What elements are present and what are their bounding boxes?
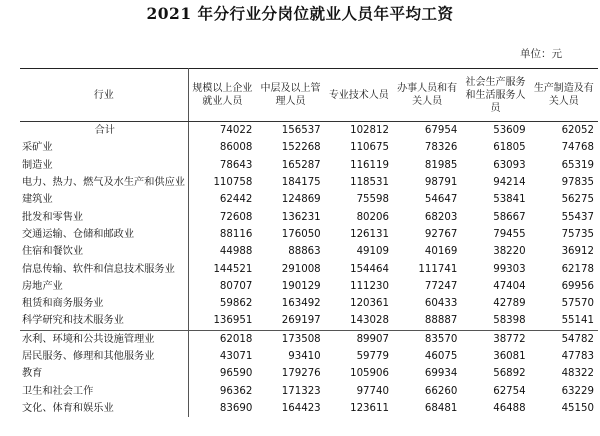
wage-value: 81985 [424,159,458,171]
wage-value: 111230 [350,280,389,292]
table-row [20,122,598,140]
wage-value: 66260 [424,385,458,397]
table-row [20,348,598,365]
table-row [20,208,598,225]
wage-value: 179276 [281,368,321,380]
wage-value: 47404 [493,280,526,292]
wage-value: 45150 [561,402,594,414]
wage-value: 143028 [350,315,389,327]
table-row [20,278,598,295]
wage-value: 97740 [356,385,389,397]
wage-value: 110675 [350,142,389,154]
wage-value: 171323 [281,385,321,397]
wage-value: 123611 [350,402,389,414]
wage-value: 116119 [350,159,389,171]
industry-name: 教育 [20,365,188,382]
wage-value: 69934 [424,368,458,380]
wage-value: 99303 [493,263,526,275]
wage-value: 58398 [493,315,526,327]
wage-value: 88887 [424,315,458,327]
wage-value: 93410 [288,351,321,362]
wage-value: 58667 [493,211,526,223]
wage-value: 163492 [281,298,321,310]
header-row [20,69,598,122]
wage-value: 46488 [493,402,526,414]
wage-value: 88116 [219,228,253,240]
wage-value: 269197 [281,315,321,327]
wage-value: 77247 [424,280,458,292]
industry-name: 居民服务、修理和其他服务业 [20,348,188,365]
industry-name: 制造业 [20,157,188,174]
industry-name: 卫生和社会工作 [20,382,188,399]
industry-name: 水利、环境和公共设施管理业 [20,330,188,348]
wage-value: 62754 [493,385,526,397]
wage-value: 105906 [350,368,389,380]
wage-value: 62178 [561,263,594,275]
table-row [20,330,598,348]
wage-value: 94214 [493,177,526,189]
wage-value: 62442 [219,194,253,206]
wage-value: 154464 [350,263,389,275]
header-col-3: 专业技术人员 [325,69,393,122]
table-row [20,400,598,417]
table-row [20,243,598,260]
wage-value: 190129 [281,280,321,292]
table-row [20,139,598,156]
wage-value: 63093 [493,159,526,171]
wage-value: 56275 [561,194,594,206]
header-col-1: 规模以上企业就业人员 [188,69,256,122]
industry-name: 信息传输、软件和信息技术服务业 [20,260,188,277]
industry-name: 住宿和餐饮业 [20,243,188,260]
wage-value: 56892 [493,368,526,380]
wage-value: 164423 [281,402,321,414]
wage-value: 46075 [424,351,458,362]
wage-value: 55141 [561,315,594,327]
wage-value: 144521 [213,263,253,275]
wage-value: 83570 [393,330,461,348]
wage-value: 83690 [219,402,253,414]
wage-value: 59862 [219,298,253,310]
header-col-6: 生产制造及有关人员 [530,69,598,122]
wage-value: 72608 [219,211,253,223]
unit-label: 单位：元 [520,48,562,60]
wage-value: 78643 [219,159,253,171]
wage-value: 126131 [350,228,389,240]
table-row [20,191,598,208]
wage-value: 173508 [256,330,324,348]
table-row [20,382,598,399]
wage-value: 124869 [281,194,321,206]
wage-value: 102812 [350,125,389,137]
wage-value: 68481 [424,402,458,414]
wage-value: 55437 [561,211,594,223]
wage-value: 111741 [418,263,458,275]
wage-value: 92767 [424,228,458,240]
wage-value: 57570 [561,298,594,310]
wage-value: 48322 [561,368,594,380]
wage-value: 86008 [219,142,253,154]
industry-name: 建筑业 [20,191,188,208]
wage-value: 74022 [219,125,253,137]
wage-value: 38772 [461,330,529,348]
wage-value: 184175 [281,177,321,189]
wage-value: 42789 [493,298,526,310]
wage-value: 152268 [281,142,321,154]
wage-value: 60433 [424,298,458,310]
industry-name: 采矿业 [20,139,188,156]
wage-value: 75598 [356,194,389,206]
wage-value: 97835 [561,177,594,189]
table-title: 2021 年分行业分岗位就业人员年平均工资 [146,4,454,23]
wage-value: 63229 [561,385,594,397]
wage-value: 176050 [281,228,321,240]
wage-value: 38220 [493,246,526,258]
wage-table-grid [20,68,598,417]
industry-name: 租赁和商务服务业 [20,295,188,312]
wage-value: 88863 [288,246,321,258]
wage-value: 120361 [350,298,389,310]
wage-value: 40169 [424,246,458,258]
industry-name: 电力、热力、燃气及水生产和供应业 [20,174,188,191]
wage-value: 59779 [356,351,389,362]
wage-value: 98791 [424,177,458,189]
industry-name: 文化、体育和娱乐业 [20,400,188,417]
wage-table [20,68,598,436]
table-row [20,312,598,330]
table-body [20,122,598,418]
wage-value: 74768 [561,142,594,154]
wage-value: 43071 [219,351,253,362]
wage-value: 80707 [219,280,253,292]
wage-value: 96590 [219,368,253,380]
wage-value: 53841 [493,194,526,206]
wage-value: 165287 [281,159,321,171]
wage-value: 78326 [424,142,458,154]
wage-value: 61805 [493,142,526,154]
wage-value: 136231 [281,211,321,223]
wage-value: 79455 [493,228,526,240]
table-row [20,157,598,174]
wage-value: 69956 [561,280,594,292]
wage-value: 291008 [281,263,321,275]
wage-value: 44988 [219,246,253,258]
header-industry: 行业 [20,69,188,122]
table-row [20,174,598,191]
wage-value: 110758 [213,177,253,189]
wage-value: 49109 [356,246,389,258]
industry-name: 科学研究和技术服务业 [20,312,188,330]
wage-value: 89907 [325,330,393,348]
header-col-2: 中层及以上管理人员 [256,69,324,122]
industry-name: 合计 [20,122,188,140]
wage-value: 54647 [424,194,458,206]
wage-value: 65319 [561,159,594,171]
wage-value: 156537 [281,125,321,137]
wage-value: 62052 [561,125,594,137]
wage-value: 75735 [561,228,594,240]
wage-value: 62018 [188,330,256,348]
wage-value: 54782 [530,330,598,348]
table-row [20,260,598,277]
wage-value: 68203 [424,211,458,223]
header-col-5: 社会生产服务和生活服务人员 [461,69,529,122]
industry-name: 交通运输、仓储和邮政业 [20,226,188,243]
wage-value: 136951 [213,315,253,327]
table-row [20,295,598,312]
wage-value: 47783 [561,351,594,362]
wage-value: 67954 [424,125,458,137]
wage-value: 36081 [493,351,526,362]
wage-value: 118531 [350,177,389,189]
wage-value: 80206 [356,211,389,223]
industry-name: 房地产业 [20,278,188,295]
table-row [20,365,598,382]
wage-value: 36912 [561,246,594,258]
wage-value: 53609 [493,125,526,137]
industry-name: 批发和零售业 [20,208,188,225]
table-row [20,226,598,243]
header-col-4: 办事人员和有关人员 [393,69,461,122]
wage-value: 96362 [219,385,253,397]
